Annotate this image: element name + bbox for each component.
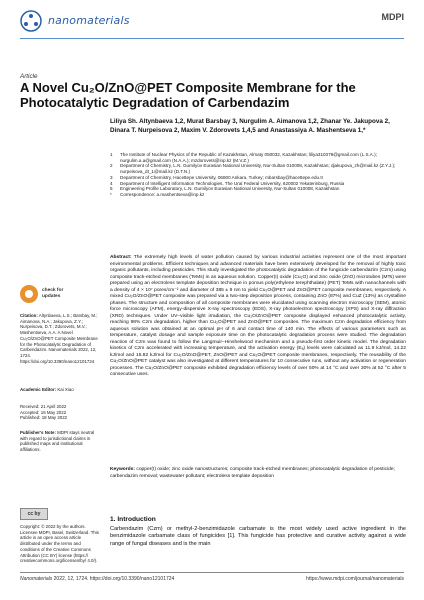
keywords-label: Keywords:: [110, 467, 136, 472]
footer-site-link[interactable]: https://www.mdpi.com/journal/nanomaterials: [306, 576, 404, 582]
affiliation-item: 2 Department of Chemistry, L.N. Gumilyov Eurasian National University, Nur-Sultan 010008, Kazakhstan; djakupova_zh@mail.kz (Z.Y.J.); nurpeisova_dt_1@mail.kz (D.T.N.): [110, 163, 396, 175]
publisher-logo[interactable]: MDPI: [381, 12, 404, 22]
section-heading: 1. Introduction: [110, 516, 156, 523]
journal-header: [20, 6, 404, 34]
footer-cite: 2022, 12, 1724.: [53, 576, 89, 582]
abstract-label: Abstract:: [110, 255, 132, 260]
introduction-text: Carbendazim (Czm) or methyl-2-benzimidazole carbamate is the most widely used active ingredient in the benzimidazole carbamate class of fungicides [1]. This fungicide has protective and curative activity against a wide range of fungal diseases and is the main: [110, 526, 406, 547]
check-updates-label: check for updates: [42, 288, 64, 299]
affiliation-item: 4 Department of Intelligent Information Technologies, The Ural Federal University, 620002 Yekaterinburg, Russia: [110, 180, 345, 186]
dates-block: Received: 21 April 2022 Accepted: 16 May 2022 Published: 18 May 2022: [20, 404, 68, 421]
affiliation-item: 1 The Institute of Nuclear Physics of the Republic of Kazakhstan, Almaty 050032, Kazakhstan; liliya310379@gmail.com (L.S.A.); nurgulim.a.a@gmail.com (N.A.A.); mzdorovets@inp.kz (M.V.Z.): [110, 152, 377, 163]
correspondence: * Correspondence: a.mashentseva@inp.kz: [110, 191, 205, 197]
abstract-text: The extremely high levels of water pollution caused by various industrial activities represent one of the most important environmental problems. Efficient techniques and advanced materials have been extensively developed for the removal of highly toxic organic pollutants, including pesticides. This study investigated the photocatalytic degradation of the fungicide carbendazim (Czm) using composite track-etched membranes (TeMs) in an aqueous solution. Copper(I) oxide (Cu₂O) and zinc oxide (ZnO) microtubes (MTs) were prepared using an electroless template deposition technique in porous poly(ethylene terephthalate) (PET) TeMs with nanochannels with a density of 4 × 10⁷ pores/cm⁻² and diameter of 385 ± 9 nm to yield Cu₂O@PET and ZnO@PET composite membranes, respectively. A mixed Cu₂O/ZnO@PET composite was prepared via a two-step deposition process, containing ZnO (87%) and CuZ (13%) as crystalline phases. The structure and composition of all composite membranes were elucidated using scanning electron microscopy (SEM), atomic force microscopy (AFM), energy-dispersive X-ray spectroscopy (EDS), X-ray photoelectron spectroscopy (XPS) and X-ray diffraction (XRD) techniques. Under UV–visible light irradiation, the Cu₂O/ZnO@PET composite displayed enhanced photocatalytic activity, reaching 98% Czm degradation, higher than Cu₂O@PET and ZnO@PET composites. The maximum Czm degradation efficiency from aqueous solution was obtained at an optimal pH of 6 and contact time of 140 min. The effects of various parameters such as temperature, catalyst dosage and sample exposure time on the photocatalytic degradation process were studied. The degradation reaction of Czm was found to follow the Langmuir–Hinshelwood mechanism and a pseudo-first order kinetic model. The degradation kinetics of Czm accelerated with increasing temperature, and the activation energy (Eₐ) levels were calculated as 11.9 kJ/mol, 14.22 kJ/mol and 15.82 kJ/mol for Cu₂O/ZnO@PET, ZnO@PET and Cu₂O@PET composite membranes, respectively. The reusability of the Cu₂O/ZnO@PET catalyst was also investigated at different temperatures for 10 consecutive runs, without any activation or regeneration processes. The Cu₂O/ZnO@PET composite exhibited degradation efficiency levels of over 50% at 14 °C and over 30% at 52 °C after 5 consecutive uses.: [110, 255, 406, 377]
footer-divider: [20, 572, 404, 573]
keywords: [110, 467, 406, 480]
page-footer: [20, 576, 404, 582]
abstract: [110, 255, 406, 379]
affiliation-item: 3 Department of Chemistry, Hacettepe University, 06800 Ankara, Turkey; mbarsbay@hacettepe.edu.tr: [110, 174, 324, 180]
affiliation-item: 5 Engineering Profile Laboratory, L.N. Gumilyov Eurasian National University, Nur-Sultan 010008, Kazakhstan: [110, 186, 340, 192]
journal-logo-icon: [20, 10, 42, 32]
academic-editor: Academic Editor: Kai Xiao: [20, 387, 74, 392]
affiliations: [110, 152, 406, 198]
copyright-block: Copyright: © 2022 by the authors. Licensee MDPI, Basel, Switzerland. This article is an open access article distributed under the terms and conditions of the Creative Commons Attribution (CC BY) license (https:// creativecommons.org/licenses/by/ 4.0/).: [20, 524, 99, 564]
footer-journal: Nanomaterials: [20, 576, 53, 582]
header-divider: [20, 38, 404, 39]
author-line: Dinara T. Nurpeisova 2, Maxim V. Zdorovets 1,4,5 and Anastassiya A. Mashentseva 1,*: [110, 126, 366, 134]
journal-name[interactable]: nanomaterials: [48, 14, 130, 27]
check-for-updates-button[interactable]: [20, 285, 80, 305]
citation-block: Citation: Altynbaeva, L.S.; Barsbay, M.; Aimanova, N.A.; Jakupova, Z.Y.; Nurpeisova, D.T.; Zdorovets, M.V.; Mashentseva, A.A. A Novel Cu₂O/ZnO@PET Composite Membrane for the Photocatalytic Degradation of Carbendazim. Nanomaterials 2022, 12, 1724. https://doi.org/10.3390/nano12101724: [20, 313, 98, 364]
check-updates-icon: [20, 285, 38, 303]
cc-license-badge[interactable]: cc by: [20, 508, 48, 520]
publisher-note: Publisher's Note: MDPI stays neutral with regard to jurisdictional claims in published maps and institutional affiliations.: [20, 430, 95, 453]
author-line: Liliya Sh. Altynbaeva 1,2, Murat Barsbay 3, Nurgulim A. Aimanova 1,2, Zhanar Ye. Jakupova 2,: [110, 118, 390, 125]
paper-title: A Novel Cu₂O/ZnO@PET Composite Membrane for the Photocatalytic Degradation of Carbendazim: [20, 80, 356, 110]
article-type: Article: [20, 73, 38, 80]
keywords-text: copper(I) oxide; zinc oxide nanostructures; composite track-etched membranes; photocatalytic degradation of pesticide; carbendazim removal; wastewater pollutant; electroless template deposition: [110, 467, 395, 479]
footer-doi[interactable]: https://doi.org/10.3390/nano12101724: [89, 576, 175, 582]
author-list: [110, 118, 406, 135]
